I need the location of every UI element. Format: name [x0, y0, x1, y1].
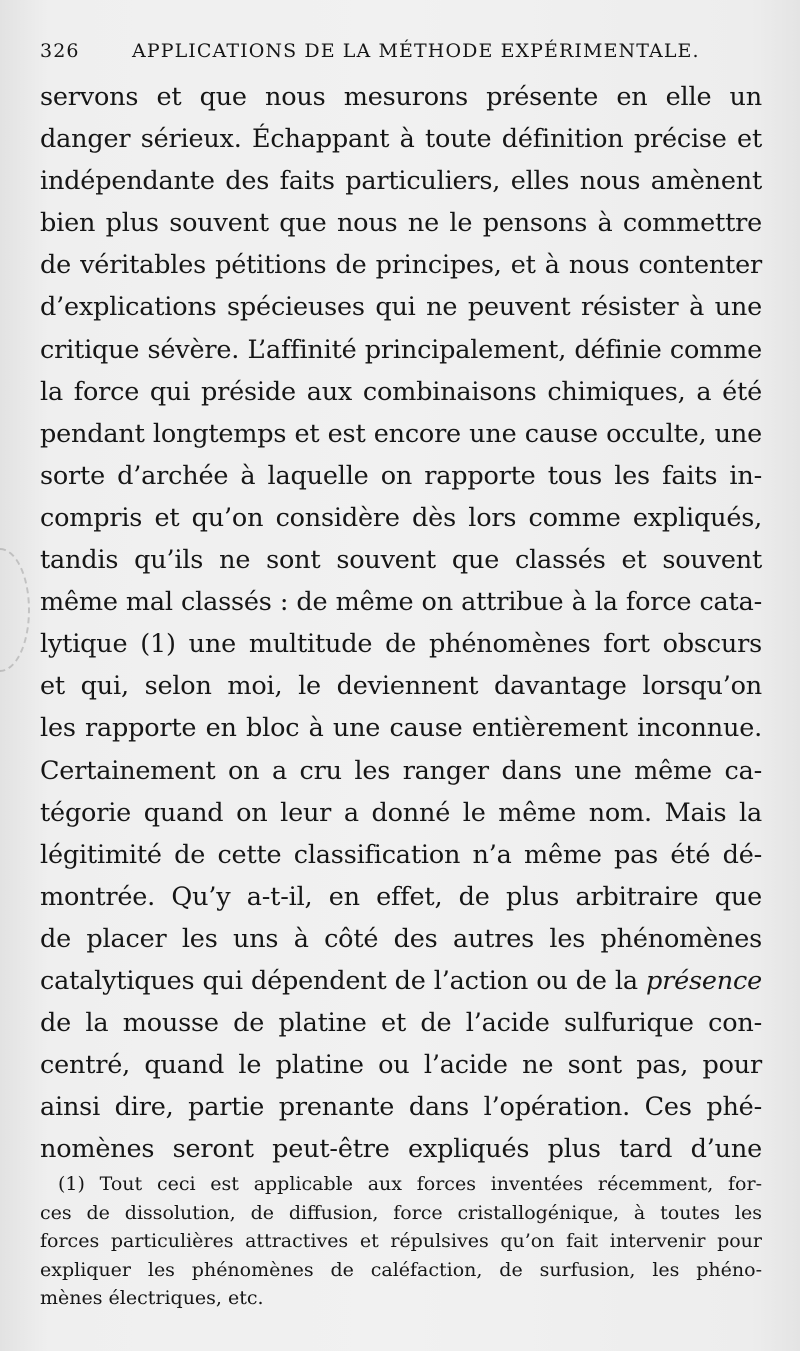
text-line-with-italic [40, 960, 762, 1002]
text-line: tandis qu’ils ne sont souvent que classés et souvent [40, 545, 762, 576]
text-line: de la mousse de platine et de l’acide sulfurique con- [40, 1008, 762, 1039]
text-line: ainsi dire, partie prenante dans l’opération. Ces phé- [40, 1092, 762, 1123]
text-line: critique sévère. L’affinité principalement, définie comme [40, 334, 762, 365]
text-line: servons et que nous mesurons présente en elle un [40, 82, 762, 112]
text-line: bien plus souvent que nous ne le pensons à commettre [40, 208, 762, 239]
text-line: tégorie quand on leur a donné le même nom. Mais la [40, 797, 762, 828]
text-segment: catalytiques qui dépendent de l’action ou de la [40, 965, 638, 996]
text-line: de placer les uns à côté des autres les phénomènes [40, 923, 762, 954]
footnote [40, 1170, 762, 1313]
text-line: centré, quand le platine ou l’acide ne sont pas, pour [40, 1050, 762, 1081]
text-line: de véritables pétitions de principes, et à nous contenter [40, 250, 762, 281]
library-stamp [0, 548, 30, 672]
footnote-line: ces de dissolution, de diffusion, force cristallogénique, à toutes les [40, 1201, 762, 1224]
text-line: pendant longtemps et est encore une cause occulte, une [40, 418, 762, 449]
text-line: montrée. Qu’y a-t-il, en effet, de plus arbitraire que [40, 881, 762, 912]
page-number: 326 [40, 40, 80, 62]
body-text [40, 76, 762, 1170]
running-title: APPLICATIONS DE LA MÉTHODE EXPÉRIMENTALE. [132, 40, 700, 62]
text-line: la force qui préside aux combinaisons chimiques, a été [40, 376, 762, 407]
text-line: même mal classés : de même on attribue à la force cata- [40, 587, 762, 618]
footnote-line: (1) Tout ceci est applicable aux forces inventées récemment, for- [58, 1173, 762, 1195]
italic-word: présence [646, 965, 762, 996]
text-line: légitimité de cette classification n’a même pas été dé- [40, 839, 762, 870]
footnote-line: mènes électriques, etc. [40, 1287, 264, 1309]
text-line: Certainement on a cru les ranger dans une même ca- [40, 755, 762, 786]
text-line: d’explications spécieuses qui ne peuvent résister à une [40, 292, 762, 323]
page-header [40, 40, 760, 70]
text-line: compris et qu’on considère dès lors comme expliqués, [40, 502, 762, 533]
text-line: lytique (1) une multitude de phénomènes fort obscurs [40, 629, 762, 660]
text-line: et qui, selon moi, le deviennent davantage lorsqu’on [40, 671, 762, 702]
text-line: les rapporte en bloc à une cause entièrement inconnue. [40, 713, 762, 744]
text-line: danger sérieux. Échappant à toute définition précise et [40, 124, 762, 155]
text-line: nomènes seront peut-être expliqués plus tard d’une [40, 1134, 762, 1165]
footnote-line: expliquer les phénomènes de caléfaction, de surfusion, les phéno- [40, 1258, 762, 1281]
text-line: indépendante des faits particuliers, elles nous amènent [40, 166, 762, 197]
footnote-line: forces particulières attractives et répulsives qu’on fait intervenir pour [40, 1230, 762, 1252]
text-line: sorte d’archée à laquelle on rapporte tous les faits in- [40, 460, 762, 491]
